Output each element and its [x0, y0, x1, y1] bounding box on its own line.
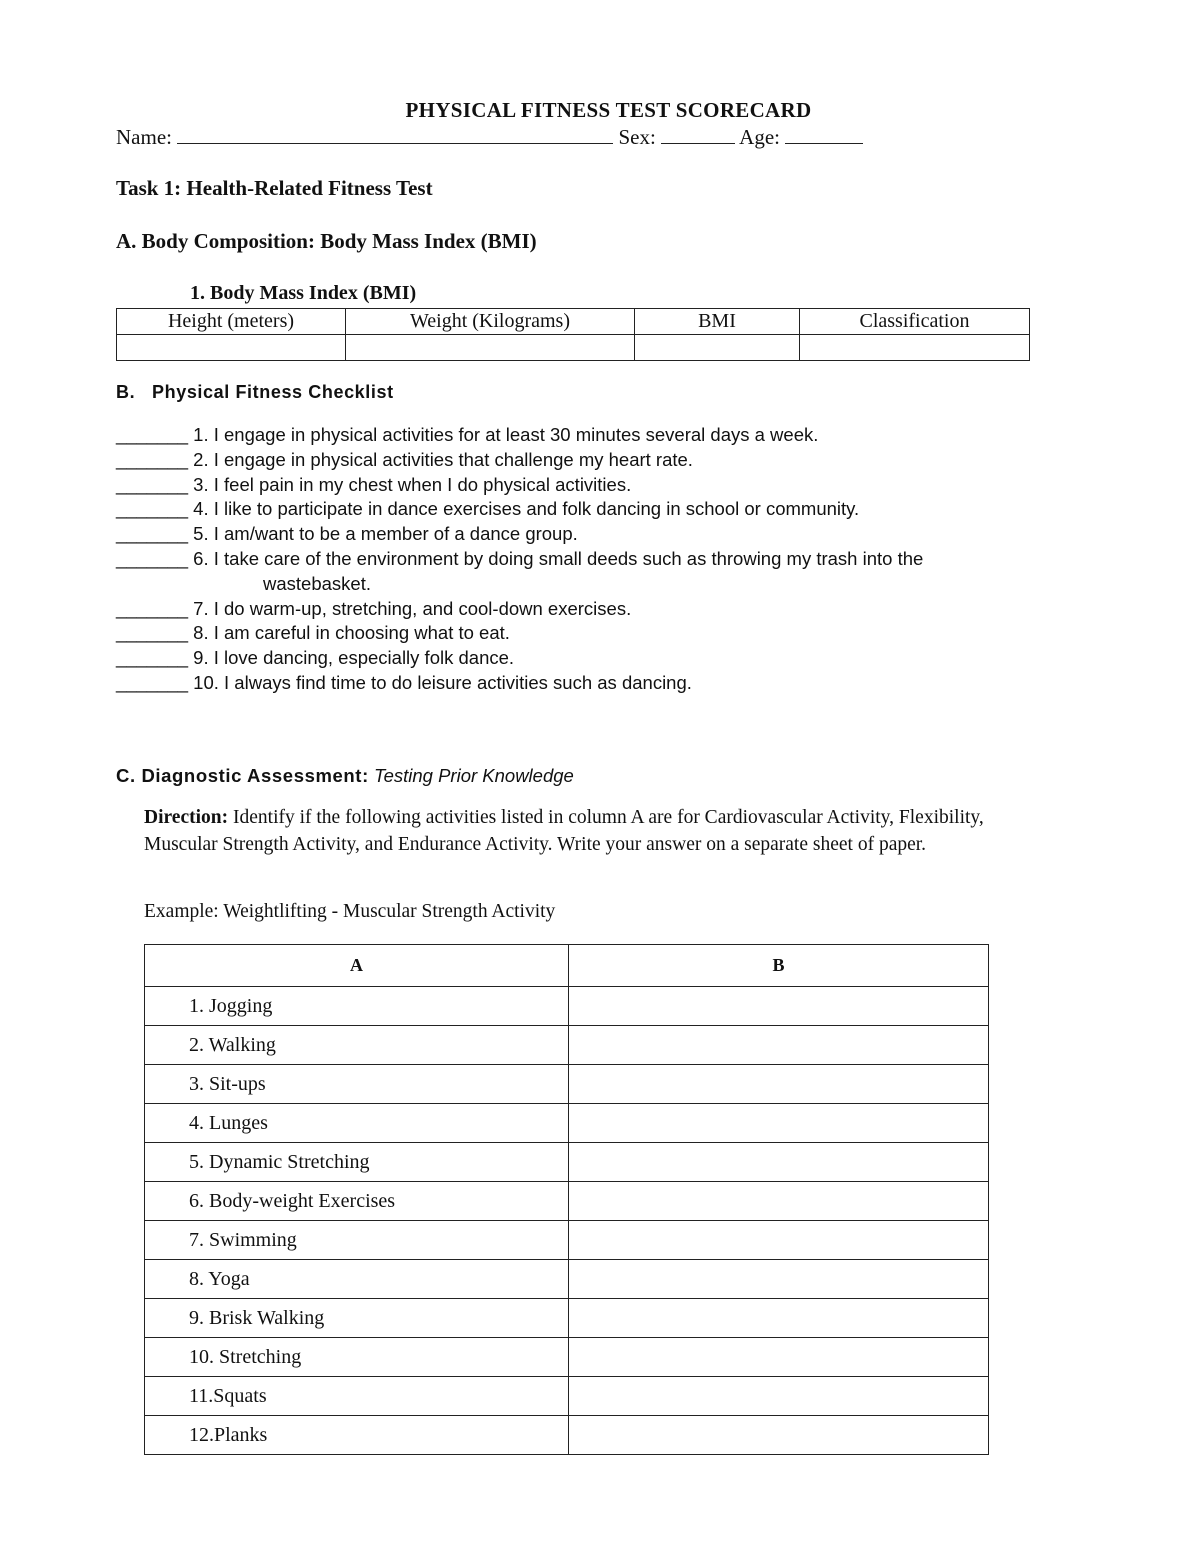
table-row — [145, 1143, 989, 1182]
table-row — [145, 1299, 989, 1338]
table-row — [145, 1338, 989, 1377]
checklist-text: 7. I do warm-up, stretching, and cool-down exercises. — [193, 597, 632, 619]
activity-cell: 1. Jogging — [145, 987, 569, 1026]
name-label: Name: — [116, 125, 172, 149]
page-title: PHYSICAL FITNESS TEST SCORECARD — [405, 98, 812, 122]
activity-table — [144, 944, 989, 1455]
checklist-text: 5. I am/want to be a member of a dance group. — [193, 523, 578, 545]
checklist-item[interactable] — [116, 646, 1116, 671]
checklist-text: 10. I always find time to do leisure activities such as dancing. — [193, 671, 692, 693]
activity-cell: 10. Stretching — [145, 1338, 569, 1377]
checklist-blank[interactable]: _______ — [116, 647, 189, 669]
table-row — [145, 1260, 989, 1299]
answer-cell[interactable] — [569, 1065, 989, 1104]
checklist-item[interactable] — [116, 522, 1116, 547]
table-row — [145, 987, 989, 1026]
table-row — [145, 1104, 989, 1143]
activity-cell: 6. Body-weight Exercises — [145, 1182, 569, 1221]
bmi-weight-cell[interactable] — [346, 335, 635, 361]
checklist-item[interactable] — [116, 671, 1116, 696]
answer-cell[interactable] — [569, 1260, 989, 1299]
activity-cell: 11.Squats — [145, 1377, 569, 1416]
answer-cell[interactable] — [569, 987, 989, 1026]
checklist-item[interactable] — [116, 621, 1116, 646]
direction-paragraph — [144, 804, 1004, 858]
table-row — [145, 1065, 989, 1104]
activity-cell: 12.Planks — [145, 1416, 569, 1455]
bmi-header-classification: Classification — [800, 309, 1030, 335]
activity-cell: 7. Swimming — [145, 1221, 569, 1260]
checklist-text: 9. I love dancing, especially folk dance. — [193, 647, 515, 669]
checklist-text: 3. I feel pain in my chest when I do physical activities. — [193, 473, 632, 495]
bmi-table — [116, 308, 1030, 361]
checklist-text: 1. I engage in physical activities for at least 30 minutes several days a week. — [193, 424, 819, 445]
column-a-header: A — [145, 945, 569, 987]
checklist-item[interactable] — [116, 497, 1116, 522]
task-title: Task 1: Health-Related Fitness Test — [116, 176, 433, 200]
checklist-blank[interactable]: _______ — [116, 622, 189, 644]
checklist-blank[interactable]: _______ — [116, 671, 189, 693]
section-a-title: A. Body Composition: Body Mass Index (BMI) — [116, 229, 537, 253]
checklist-blank[interactable]: _______ — [116, 448, 189, 470]
activity-cell: 3. Sit-ups — [145, 1065, 569, 1104]
name-field[interactable] — [177, 125, 613, 144]
answer-cell[interactable] — [569, 1143, 989, 1182]
checklist-item[interactable] — [116, 448, 1116, 473]
section-b-title: B. Physical Fitness Checklist — [116, 382, 394, 402]
answer-cell[interactable] — [569, 1221, 989, 1260]
table-row — [145, 1416, 989, 1455]
activity-cell: 2. Walking — [145, 1026, 569, 1065]
activity-cell: 4. Lunges — [145, 1104, 569, 1143]
bmi-subtitle: 1. Body Mass Index (BMI) — [190, 282, 417, 304]
example-text: Example: Weightlifting - Muscular Strength Activity — [144, 901, 556, 922]
direction-text: Identify if the following activities listed in column A are for Cardiovascular Activity, Flexibility, Muscular Strength Activity, and Endurance Activity. Write your answer on a separate sheet of paper. — [144, 807, 984, 855]
checklist-text: 8. I am careful in choosing what to eat. — [193, 622, 510, 644]
activity-cell: 8. Yoga — [145, 1260, 569, 1299]
bmi-header-weight: Weight (Kilograms) — [346, 309, 635, 335]
checklist-blank[interactable]: _______ — [116, 424, 189, 445]
checklist-blank[interactable]: _______ — [116, 547, 189, 569]
answer-cell[interactable] — [569, 1299, 989, 1338]
direction-label: Direction: — [144, 807, 229, 828]
checklist-blank[interactable]: _______ — [116, 523, 189, 545]
checklist-text: 6. I take care of the environment by doing small deeds such as throwing my trash into the — [193, 547, 924, 569]
checklist-text: 4. I like to participate in dance exercises and folk dancing in school or community. — [193, 498, 860, 520]
table-row — [145, 1182, 989, 1221]
answer-cell[interactable] — [569, 1377, 989, 1416]
checklist-blank[interactable]: _______ — [116, 473, 189, 495]
answer-cell[interactable] — [569, 1182, 989, 1221]
checklist-item[interactable] — [116, 547, 1116, 572]
fitness-checklist — [116, 423, 1116, 696]
age-field[interactable] — [785, 125, 863, 144]
student-info-row — [116, 125, 863, 150]
table-row — [145, 1026, 989, 1065]
answer-cell[interactable] — [569, 1104, 989, 1143]
activity-cell: 9. Brisk Walking — [145, 1299, 569, 1338]
checklist-blank[interactable]: _______ — [116, 498, 189, 520]
bmi-height-cell[interactable] — [117, 335, 346, 361]
checklist-item[interactable] — [116, 597, 1116, 622]
section-c-subheading: Testing Prior Knowledge — [373, 765, 574, 786]
checklist-blank[interactable]: _______ — [116, 597, 189, 619]
checklist-text: 2. I engage in physical activities that challenge my heart rate. — [193, 448, 693, 470]
checklist-continuation: wastebasket. — [263, 572, 371, 594]
sex-field[interactable] — [661, 125, 735, 144]
column-b-header: B — [569, 945, 989, 987]
section-c-heading: C. Diagnostic Assessment: — [116, 765, 369, 786]
answer-cell[interactable] — [569, 1416, 989, 1455]
answer-cell[interactable] — [569, 1338, 989, 1377]
bmi-classification-cell[interactable] — [800, 335, 1030, 361]
bmi-header-height: Height (meters) — [117, 309, 346, 335]
table-row — [145, 1377, 989, 1416]
table-row — [145, 1221, 989, 1260]
checklist-item[interactable] — [116, 473, 1116, 498]
age-label: Age: — [739, 125, 780, 149]
answer-cell[interactable] — [569, 1026, 989, 1065]
sex-label: Sex: — [618, 125, 656, 149]
section-c-title — [116, 765, 574, 787]
bmi-value-cell[interactable] — [635, 335, 800, 361]
checklist-item[interactable] — [116, 423, 1116, 448]
bmi-header-bmi: BMI — [635, 309, 800, 335]
activity-cell: 5. Dynamic Stretching — [145, 1143, 569, 1182]
